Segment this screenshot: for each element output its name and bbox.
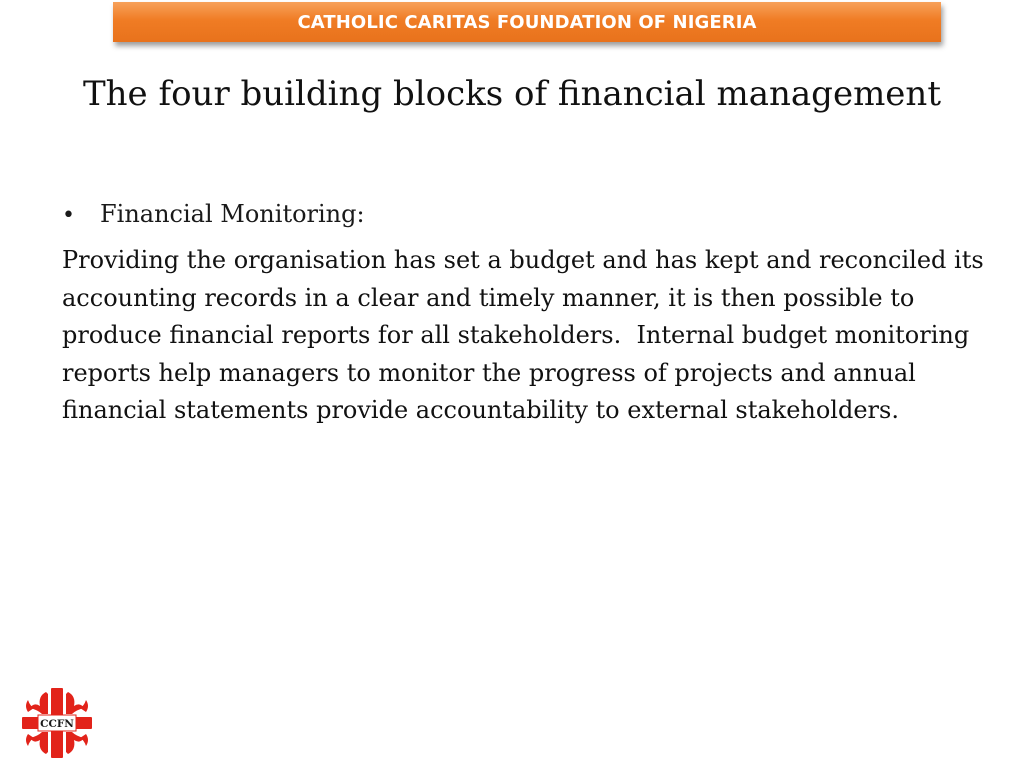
ccfn-logo <box>18 684 96 762</box>
bullet-icon: • <box>62 203 75 228</box>
organization-name: CATHOLIC CARITAS FOUNDATION OF NIGERIA <box>297 11 757 33</box>
caritas-flame-cross-icon <box>18 684 96 762</box>
bullet-item <box>62 198 365 232</box>
slide-title: The four building blocks of financial management <box>82 74 941 114</box>
bullet-label: Financial Monitoring: <box>100 200 365 228</box>
header-banner <box>113 2 941 42</box>
logo-text: CCFN <box>40 718 74 730</box>
body-paragraph: Providing the organisation has set a budget and has kept and reconciled its accounting records in a clear and timely manner, it is then possible to produce financial reports for all stakeholders. Internal budget monitoring reports help managers to monitor the progress of projects and annual financial statements provide accountability to external stakeholders. <box>62 246 992 424</box>
